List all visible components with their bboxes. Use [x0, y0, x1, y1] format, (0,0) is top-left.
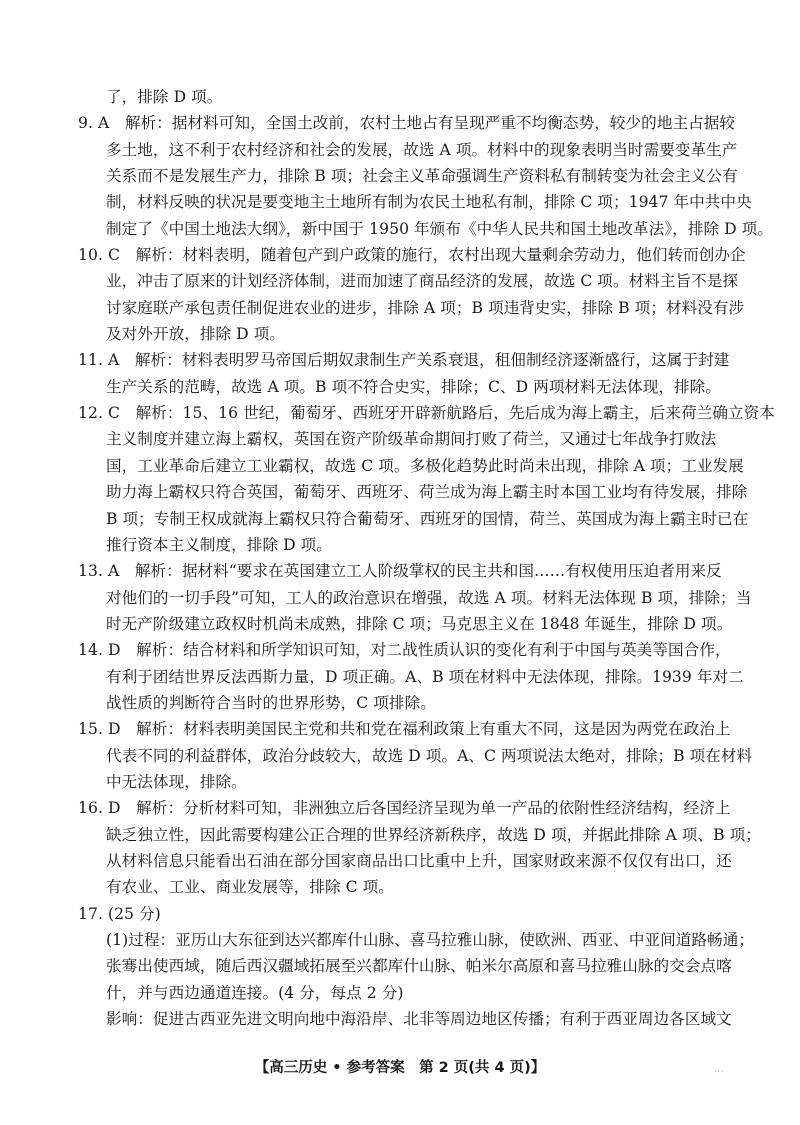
text-line: 生产关系的范畴，故选 A 项。B 项不符合史实，排除；C、D 两项材料无法体现，排除。 — [106, 377, 721, 396]
corner-mark: ... — [714, 1064, 724, 1075]
text-line: 16. D 解析：分析材料可知，非洲独立后各国经济呈现为单一产品的依附性经济结构，经济上 — [78, 799, 731, 818]
text-line: 了，排除 D 项。 — [106, 88, 223, 106]
text-line: 10. C 解析：材料表明，随着包产到户政策的施行，农村出现大量剩余劳动力，他们转而创办企 — [78, 246, 746, 265]
text-line: 主义制度并建立海上霸权，英国在资产阶级革命期间打败了荷兰，又通过七年战争打败法 — [106, 430, 717, 449]
text-line: 推行资本主义制度，排除 D 项。 — [106, 535, 332, 554]
text-line: 制定了《中国土地法大纲》，新中国于 1950 年颁布《中华人民共和国土地改革法》，排除 D 项。 — [106, 219, 773, 238]
text-line: 业，冲击了原来的计划经济体制，进而加速了商品经济的发展，故选 C 项。材料主旨不是探 — [106, 272, 739, 291]
text-line: (1)过程：亚历山大东征到达兴都库什山脉、喜马拉雅山脉，使欧洲、西亚、中亚间道路畅通； — [106, 931, 754, 949]
text-line: 战性质的判断符合当时的世界形势，C 项排除。 — [106, 693, 436, 712]
text-line: 对他们的一切手段”可知，工人的政治意识在增强，故选 A 项。材料无法体现 B 项，排除；当 — [106, 588, 752, 607]
text-line: 15. D 解析：材料表明美国民主党和共和党在福利政策上有重大不同，这是因为两党在政治上 — [78, 720, 731, 739]
text-line: 有利于团结世界反法西斯力量，D 项正确。A、B 项在材料中无法体现，排除。1939 年对二 — [106, 667, 744, 686]
text-line: 17. (25 分) — [78, 904, 161, 923]
text-line: 影响：促进古西亚先进文明向地中海沿岸、北非等周边地区传播；有利于西亚周边各区域文 — [106, 1010, 732, 1029]
text-line: 讨家庭联产承包责任制促进农业的进步，排除 A 项；B 项违背史实，排除 B 项；材料没有涉 — [106, 298, 745, 317]
text-line: 缺乏独立性，因此需要构建公正合理的世界经济新秩序，故选 D 项，并据此排除 A 项、B 项； — [106, 825, 761, 844]
text-line: 12. C 解析：15、16 世纪，葡萄牙、西班牙开辟新航路后，先后成为海上霸主，后来荷兰确立资本 — [78, 404, 775, 423]
answer-body — [78, 84, 775, 1032]
text-line: 国，工业革命后建立工业霸权，故选 C 项。多极化趋势此时尚未出现，排除 A 项；工业发展 — [106, 456, 744, 475]
text-line: 中无法体现，排除。 — [106, 772, 247, 791]
text-line: 制，材料反映的状况是要变地主土地所有制为农民土地私有制，排除 C 项；1947 年中共中央 — [106, 193, 752, 212]
text-line: 助力海上霸权只符合英国，葡萄牙、西班牙、荷兰成为海上霸主时本国工业均有待发展，排除 — [106, 483, 748, 502]
text-line: 9. A 解析：据材料可知，全国土改前，农村土地占有呈现严重不均衡态势，较少的地主占据较 — [78, 114, 736, 133]
text-line: 代表不同的利益群体，政治分歧较大，故选 D 项。A、C 两项说法太绝对，排除；B 项在材料 — [106, 746, 753, 765]
text-line: 时无产阶级建立政权时机尚未成熟，排除 C 项；马克思主义在 1848 年诞生，排除 D 项。 — [106, 614, 733, 633]
text-line: 多土地，这不利于农村经济和社会的发展，故选 A 项。材料中的现象表明当时需要变革生产 — [106, 140, 738, 159]
text-line: B 项；专制王权成就海上霸权只符合葡萄牙、西班牙的国情，荷兰、英国成为海上霸主时已在 — [106, 509, 749, 528]
text-line: 关系而不是发展生产力，排除 B 项；社会主义革命强调生产资料私有制转变为社会主义公有 — [106, 167, 738, 186]
page-footer: 【高三历史 • 参考答案 第 2 页(共 4 页)】 — [254, 1060, 546, 1076]
text-line: 13. A 解析：据材料“要求在英国建立工人阶级掌权的民主共和国……有权使用压迫者用来反 — [78, 562, 722, 581]
text-line: 11. A 解析：材料表明罗马帝国后期奴隶制生产关系衰退，租佃制经济逐渐盛行，这属于封建 — [78, 351, 730, 370]
text-line: 张骞出使西域，随后西汉疆域拓展至兴都库什山脉、帕米尔高原和喜马拉雅山脉的交会点喀 — [106, 957, 732, 976]
text-line: 什，并与西边通道连接。(4 分，每点 2 分) — [106, 983, 404, 1002]
text-line: 及对外开放，排除 D 项。 — [106, 325, 286, 344]
text-line: 从材料信息只能看出石油在部分国家商品出口比重中上升，国家财政来源不仅仅有出口，还 — [106, 851, 732, 870]
text-line: 14. D 解析：结合材料和所学知识可知，对二战性质认识的变化有利于中国与英美等国合作， — [78, 641, 731, 660]
text-line: 有农业、工业、商业发展等，排除 C 项。 — [106, 878, 394, 897]
